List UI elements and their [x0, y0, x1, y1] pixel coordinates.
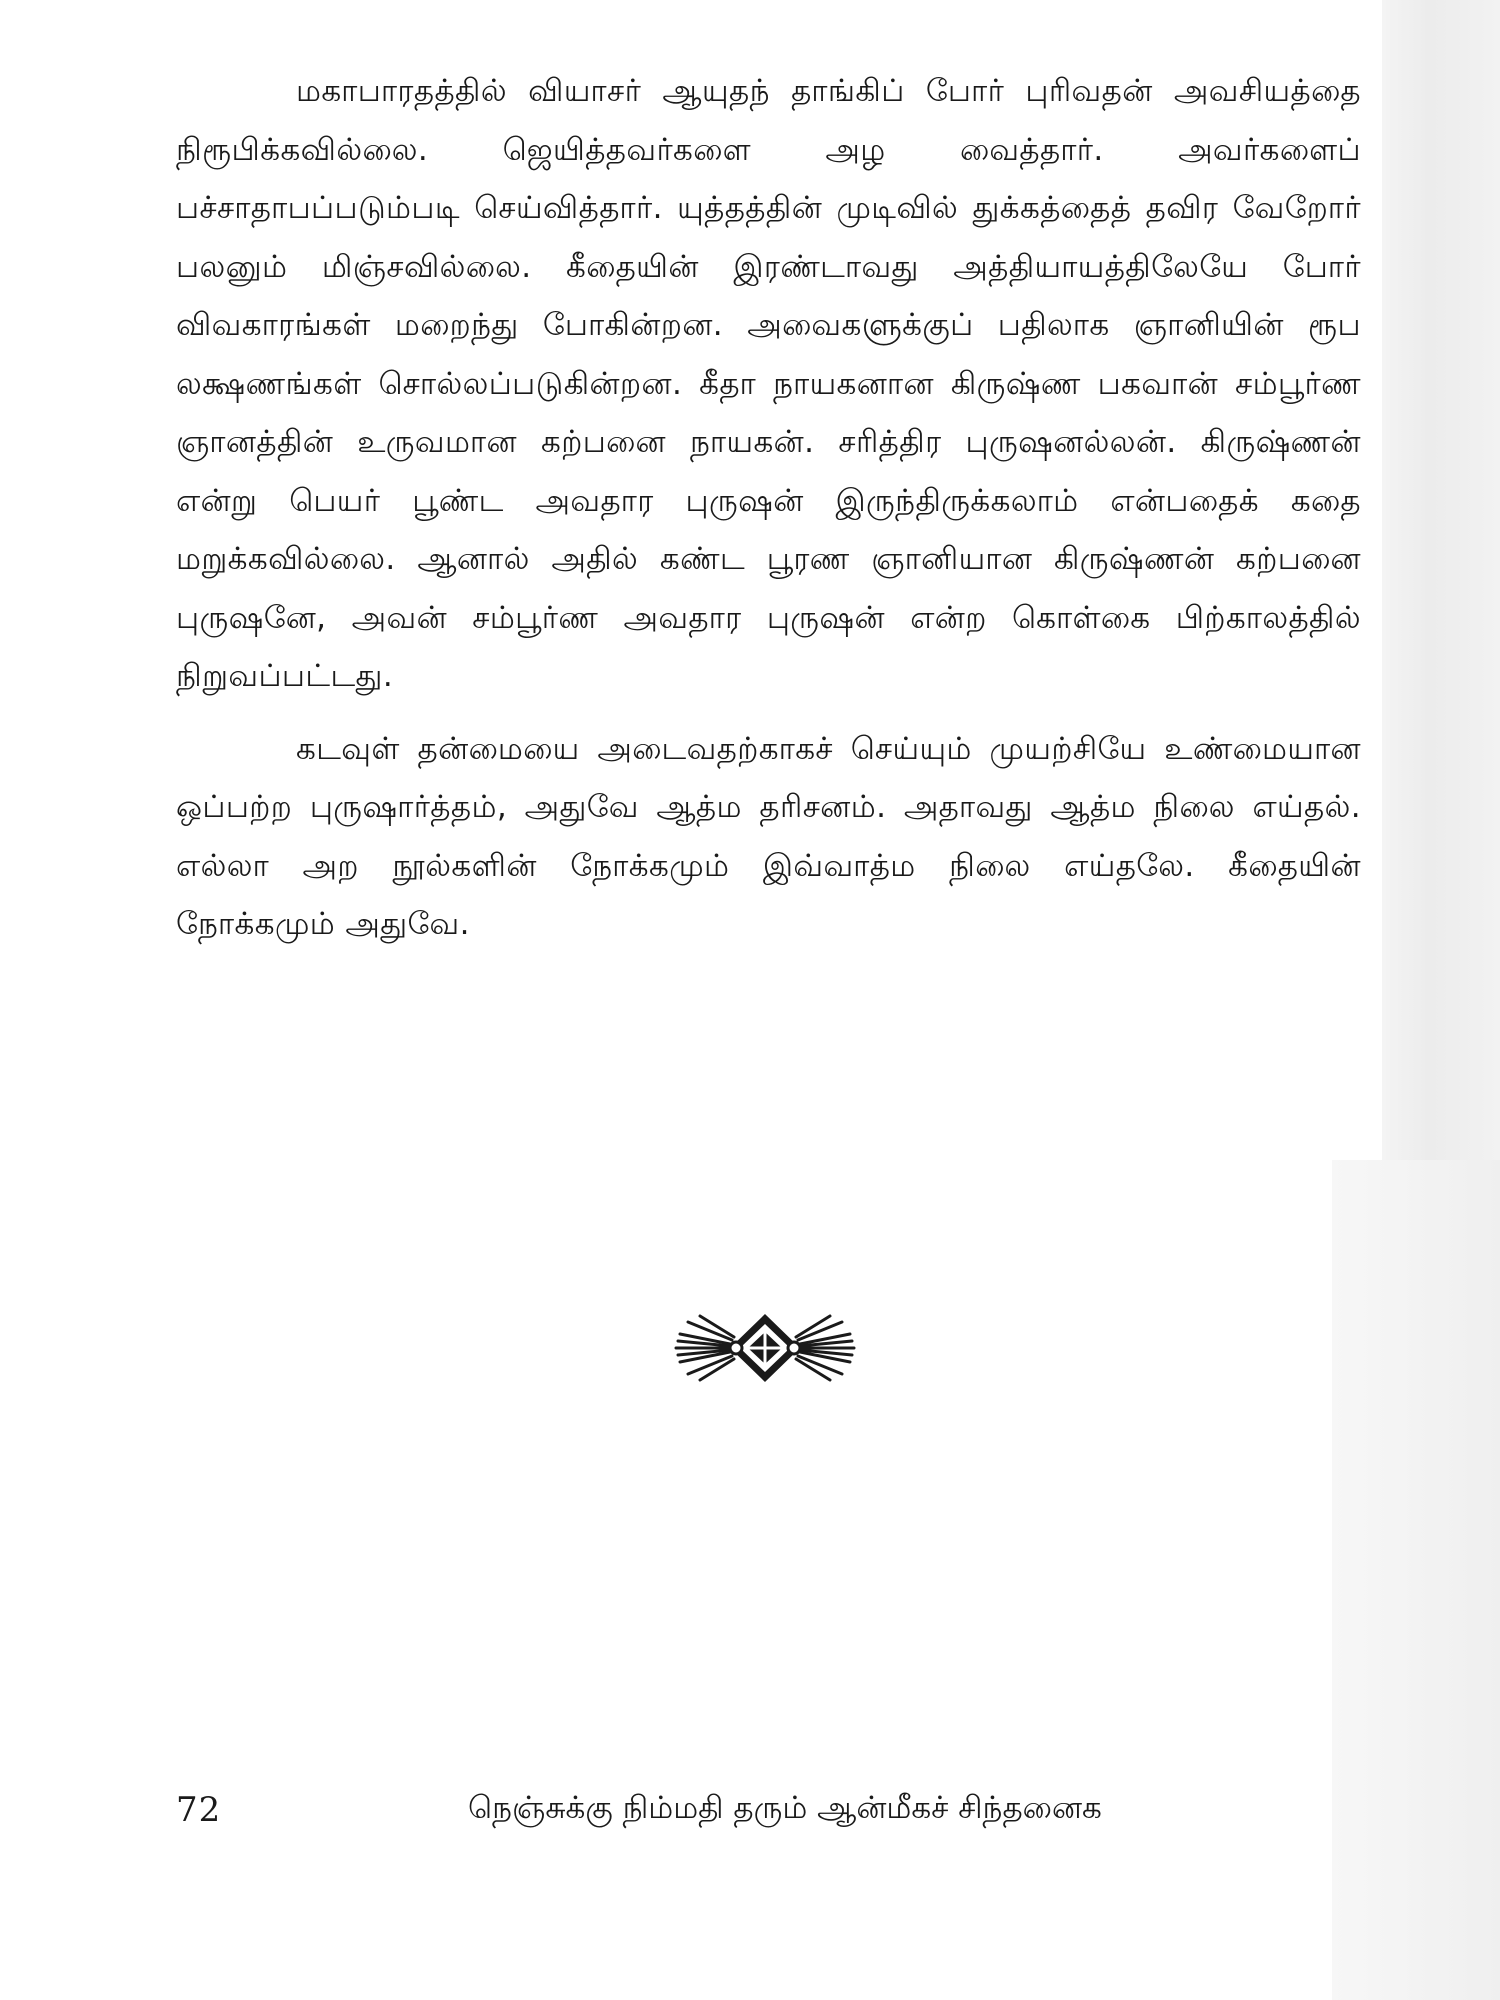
- floral-divider-icon: [670, 1310, 860, 1386]
- paragraph-1: மகாபாரதத்தில் வியாசர் ஆயுதந் தாங்கிப் போர் புரிவதன் அவசியத்தை நிரூபிக்கவில்லை. ஜெயித்தவர்களை அழ வைத்தார். அவர்களைப் பச்சாதாபப்படும்படி செய்வித்தார். யுத்தத்தின் முடிவில் துக்கத்தைத் தவிர வேறோர் பலனும் மிஞ்சவில்லை. கீதையின் இரண்டாவது அத்தியாயத்திலேயே போர் விவகாரங்கள் மறைந்து போகின்றன. அவைகளுக்குப் பதிலாக ஞானியின் ரூப லக்ஷணங்கள் சொல்லப்படுகின்றன. கீதா நாயகனான கிருஷ்ண பகவான் சம்பூர்ண ஞானத்தின் உருவமான கற்பனை நாயகன். சரித்திர புருஷனல்லன். கிருஷ்ணன் என்று பெயர் பூண்ட அவதார புருஷன் இருந்திருக்கலாம் என்பதைக் கதை மறுக்கவில்லை. ஆனால் அதில் கண்ட பூரண ஞானியான கிருஷ்ணன் கற்பனை புருஷனே, அவன் சம்பூர்ண அவதார புருஷன் என்ற கொள்கை பிற்காலத்தில் நிறுவப்பட்டது.: [176, 73, 1361, 694]
- page-edge-shadow-lower: [1332, 1160, 1500, 2000]
- page-number: 72: [176, 1790, 222, 1830]
- body-text: [176, 62, 1361, 954]
- paragraph-2: கடவுள் தன்மையை அடைவதற்காகச் செய்யும் முயற்சியே உண்மையான ஒப்பற்ற புருஷார்த்தம், அதுவே ஆத்ம தரிசனம். அதாவது ஆத்ம நிலை எய்தல். எல்லா அற நூல்களின் நோக்கமும் இவ்வாத்ம நிலை எய்தலே. கீதையின் நோக்கமும் அதுவே.: [176, 730, 1361, 942]
- running-title: நெஞ்சுக்கு நிம்மதி தரும் ஆன்மீகச் சிந்தனைக: [468, 1790, 1102, 1826]
